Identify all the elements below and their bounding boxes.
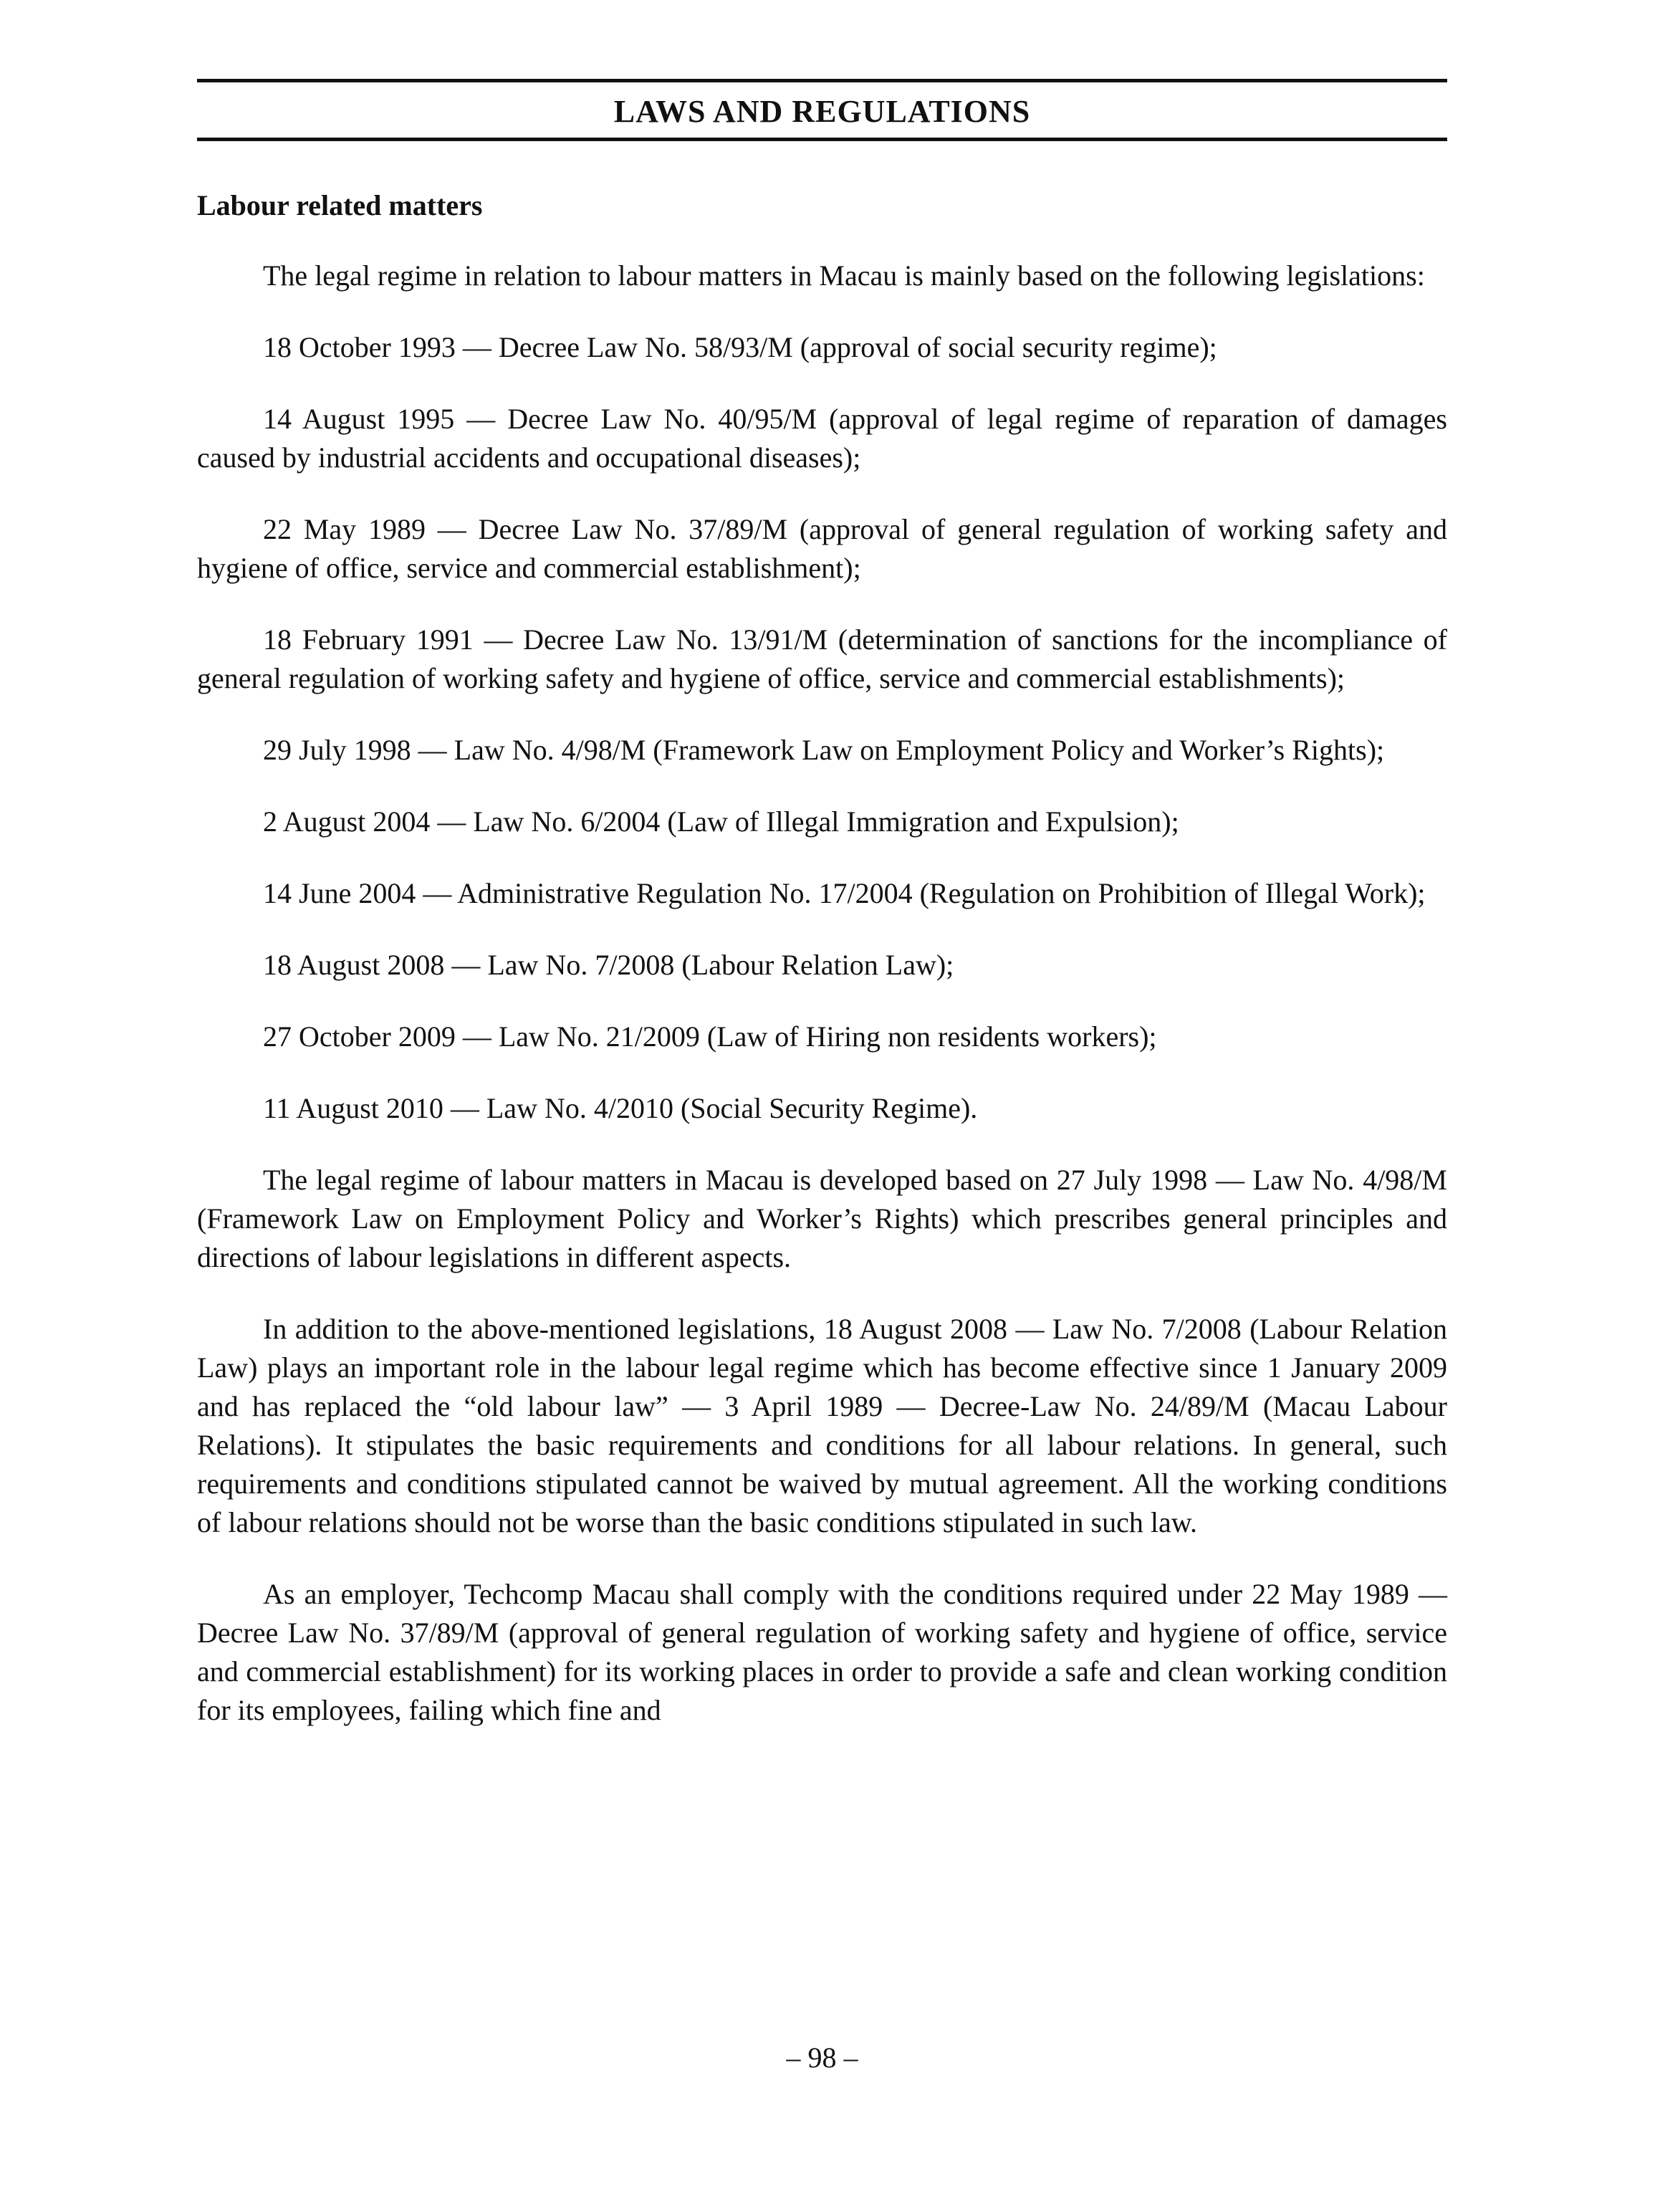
paragraph-body: In addition to the above-mentioned legislations, 18 August 2008 — Law No. 7/2008 (Labour Relation Law) plays an important role in the labour legal regime which has become effective since 1 January 2009 and has replaced the “old labour law” — 3 April 1989 — Decree-Law No. 24/89/M (Macau Labour Relations). It stipulates the basic requirements and conditions for all labour relations. In general, such requirements and conditions stipulated cannot be waived by mutual agreement. All the working conditions of labour relations should not be worse than the basic conditions stipulated in such law. [197,1313,1447,1538]
legislation-item: 18 February 1991 — Decree Law No. 13/91/M (determination of sanctions for the incompliance of general regulation of working safety and hygiene of office, service and commercial establishments); [197,623,1447,694]
paragraph-body: The legal regime of labour matters in Macau is developed based on 27 July 1998 — Law No. 4/98/M (Framework Law on Employment Policy and Worker’s Rights) which prescribes general principles and directions of labour legislations in different aspects. [197,1164,1447,1273]
legislation-item: 22 May 1989 — Decree Law No. 37/89/M (approval of general regulation of working safety and hygiene of office, service and commercial establishment); [197,513,1447,584]
legislation-item: 29 July 1998 — Law No. 4/98/M (Framework Law on Employment Policy and Worker’s Rights); [263,734,1385,766]
header-rule-bottom [197,138,1447,141]
page-number: – 98 – [786,2041,858,2074]
legislation-item: 18 October 1993 — Decree Law No. 58/93/M (approval of social security regime); [263,331,1217,363]
main-content [197,186,1447,1730]
legislation-item: 14 August 1995 — Decree Law No. 40/95/M (approval of legal regime of reparation of damages caused by industrial accidents and occupational diseases); [197,403,1447,474]
legislation-item: 2 August 2004 — Law No. 6/2004 (Law of Illegal Immigration and Expulsion); [263,805,1179,838]
section-heading: Labour related matters [197,189,483,221]
legislation-item: 27 October 2009 — Law No. 21/2009 (Law of Hiring non residents workers); [263,1020,1157,1053]
legislation-item: 18 August 2008 — Law No. 7/2008 (Labour Relation Law); [263,949,954,981]
header-rule-top [197,79,1447,82]
document-page [197,79,1447,2157]
paragraph-body: As an employer, Techcomp Macau shall comply with the conditions required under 22 May 1989 — Decree Law No. 37/89/M (approval of general regulation of working safety and hygiene of office, service and commercial establishment) for its working places in order to provide a safe and clean working condition for its employees, failing which fine and [197,1578,1447,1726]
paragraph-intro: The legal regime in relation to labour matters in Macau is mainly based on the following legislations: [263,259,1425,292]
legislation-item: 14 June 2004 — Administrative Regulation No. 17/2004 (Regulation on Prohibition of Illegal Work); [263,877,1426,909]
page-header-title: LAWS AND REGULATIONS [613,94,1031,129]
legislation-item: 11 August 2010 — Law No. 4/2010 (Social Security Regime). [263,1092,978,1124]
